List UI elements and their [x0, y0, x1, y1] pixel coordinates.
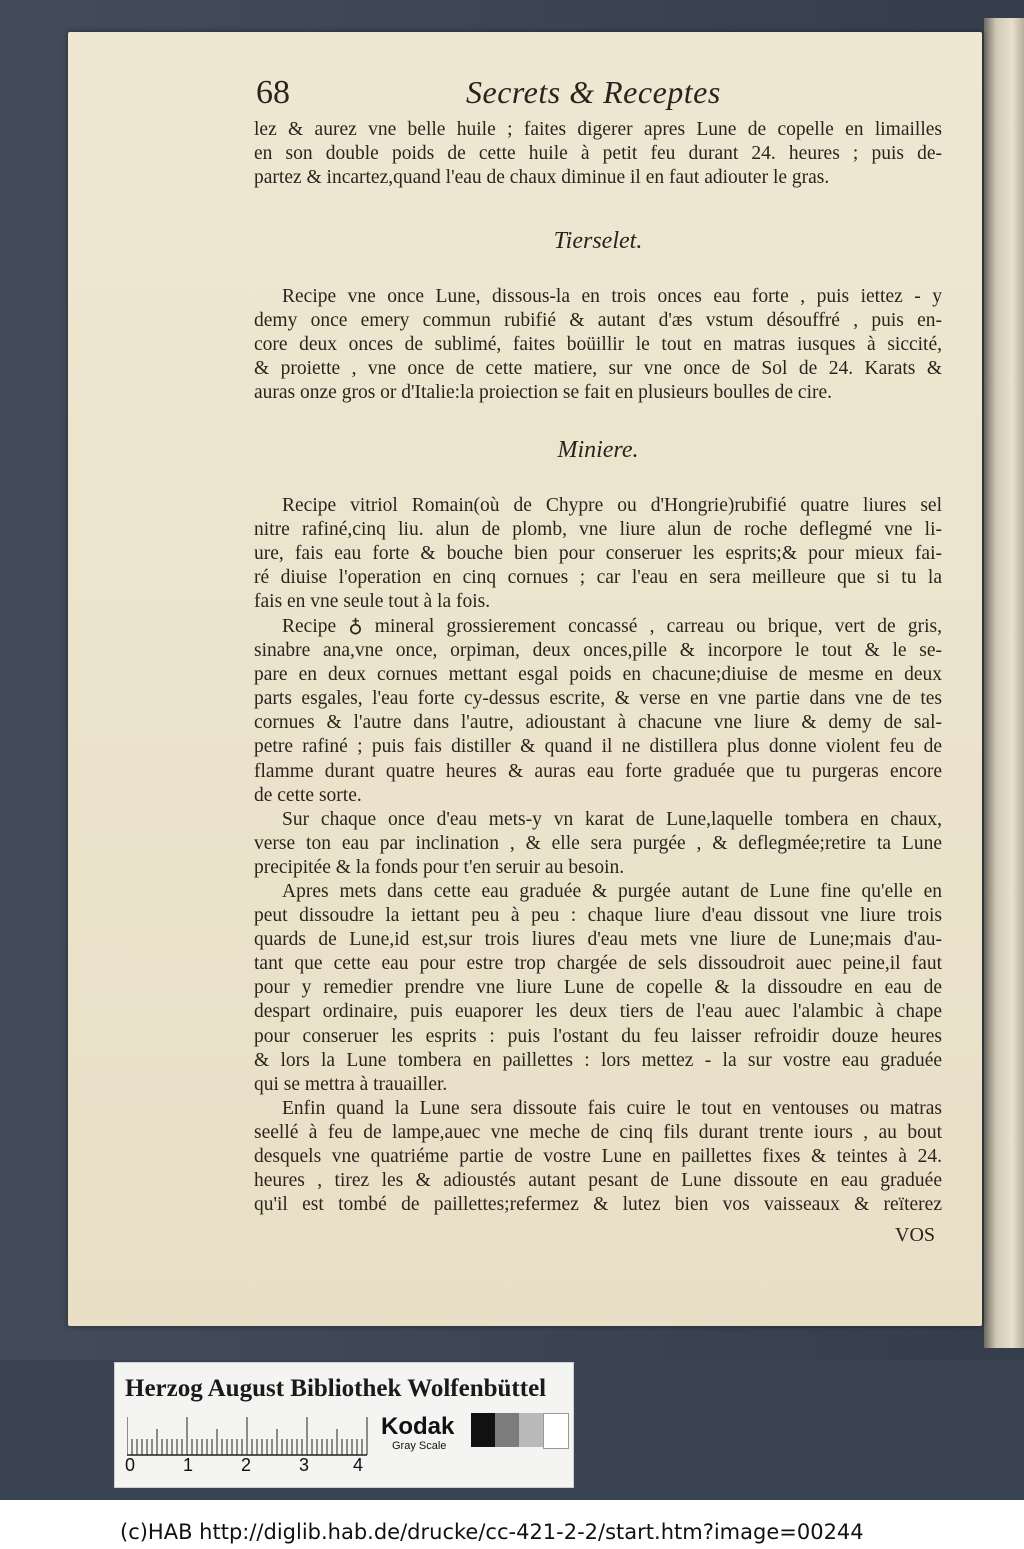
gray-scale-label: Gray Scale: [392, 1440, 447, 1452]
text-line: & lors la Lune tombera en paillettes : lors mettez - la sur vostre eau graduée: [254, 1049, 942, 1071]
text-line: quards de Lune,id est,sur trois liures d'eau mets vne liure de Lune;mais d'au-: [254, 929, 942, 951]
text-line: tant que cette eau pour estre trop chargée de sels dissoudroit auec peine,il faut: [254, 953, 942, 975]
text-line: Recipe vne once Lune, dissous-la en trois onces eau forte , puis iettez - y: [282, 286, 942, 307]
ruler-label: 0: [125, 1455, 136, 1475]
text-line: flamme durant quatre heures & auras eau forte graduée que tu purgeras encore: [254, 760, 942, 782]
text-line: precipitée & la fonds pour t'en seruir au besoin.: [254, 857, 625, 879]
text-line: partez & incartez,quand l'eau de chaux diminue il en faut adiouter le gras.: [254, 167, 830, 189]
running-head: Secrets & Receptes: [466, 74, 721, 110]
paragraph-miniere-2: [254, 615, 942, 808]
catchword: VOS: [895, 1224, 936, 1246]
book-spine: [984, 18, 1024, 1348]
text-line: Sur chaque once d'eau mets-y vn karat de Lune,laquelle tombera en chaux,: [282, 809, 942, 830]
gray-patch-white: [543, 1413, 569, 1449]
page-header: [254, 74, 942, 118]
ruler-label: 2: [241, 1455, 252, 1475]
text-line: qui se mettra à trauailler.: [254, 1073, 448, 1095]
text-line: ure, fais eau forte & bouche bien pour conseruer les esprits;& pour mieux fai-: [254, 543, 942, 565]
gray-patch-black: [471, 1413, 495, 1447]
text-line: de cette sorte.: [254, 784, 362, 806]
text-line: pour y remedier prendre vne liure Lune de copelle & la dissoudre en eau de: [254, 977, 942, 999]
gray-patch-mid: [495, 1413, 519, 1447]
paragraph-miniere-1: [254, 494, 942, 614]
paragraph-tierselet: [254, 285, 942, 405]
library-name: Herzog August Bibliothek Wolfenbüttel: [125, 1375, 547, 1402]
text-line: seellé à feu de lampe,auec vne meche de cinq fils durant trente iours , au bout: [254, 1122, 942, 1144]
text-line: nitre rafiné,cinq liu. alun de plomb, vne liure alun de roche deflegmé vne li-: [254, 519, 942, 541]
section-title-miniere: Miniere.: [557, 437, 639, 463]
text-line: fais en vne seule tout à la fois.: [254, 591, 491, 613]
text-line: sinabre ana,vne once, orpiman, deux onces,pille & incorpore le tout & le se-: [254, 640, 942, 662]
text-line: Recipe vitriol Romain(où de Chypre ou d'Hongrie)rubifié quatre liures sel: [282, 495, 942, 516]
intro-paragraph: [254, 118, 942, 190]
gray-patch-light: [519, 1413, 543, 1447]
text-line: Enfin quand la Lune sera dissoute fais cuire le tout en ventouses ou matras: [282, 1098, 942, 1119]
ruler-ticks: [127, 1417, 367, 1455]
text-line: cornues & l'autre dans l'autre, adioustant à chacune vne liure & demy de sal-: [254, 712, 942, 734]
text-line: peut dissoudre la iettant peu à peu : chaque liure d'eau dissout vne liure trois: [254, 905, 942, 927]
text-line: qu'il est tombé de paillettes;refermez & lutez bien vos vaisseaux & reïterez: [254, 1194, 942, 1216]
text-line: parts esgales, l'eau forte cy-dessus escrite, & verse en vne partie dans vne de tes: [254, 688, 942, 710]
credit-url: (c)HAB http://diglib.hab.de/drucke/cc-421-2-2/start.htm?image=00244: [120, 1520, 864, 1544]
text-line: desquels vne quatriéme partie de vostre Lune en paillettes fixes & teintes à 24.: [254, 1146, 942, 1168]
text-line: en son double poids de cette huile à petit feu durant 24. heures ; puis de-: [254, 143, 942, 165]
paragraph-miniere-4: [254, 880, 942, 1097]
text-line: lez & aurez vne belle huile ; faites digerer apres Lune de copelle en limailles: [254, 119, 942, 140]
text-line: pare en deux cornues mettant esgal poids en chacune;diuise de mesme en deux: [254, 664, 942, 686]
paragraph-miniere-5: [254, 1097, 942, 1217]
text-line: Recipe ♁ mineral grossierement concassé , carreau ou brique, vert de gris,: [282, 616, 942, 637]
ruler-label: 4: [353, 1455, 364, 1475]
paragraph-miniere-3: [254, 808, 942, 880]
text-line: core deux onces de sublimé, faites boüillir le tout en matras iusques à siccité,: [254, 334, 942, 356]
ruler: [127, 1415, 375, 1459]
ruler-label: 3: [299, 1455, 310, 1475]
text-line: pour conseruer les esprits : puis l'ostant du feu laisser refroidir douze heures: [254, 1025, 942, 1047]
color-scale-target: [114, 1362, 574, 1488]
text-line: despart ordinaire, puis euaporer les deux tiers de l'eau auec l'alambic à chape: [254, 1001, 942, 1023]
text-line: auras onze gros or d'Italie:la proiection se fait en plusieurs boulles de cire.: [254, 382, 833, 404]
text-line: & proiette , vne once de cette matiere, sur vne once de Sol de 24. Karats &: [254, 358, 942, 380]
text-line: Apres mets dans cette eau graduée & purgée autant de Lune fine qu'elle en: [282, 881, 942, 902]
section-title-tierselet: Tierselet.: [553, 228, 643, 254]
text-line: ré diuise l'operation en cinq cornues ; car l'eau en sera meilleure que si tu la: [254, 567, 942, 589]
text-line: demy once emery commun rubifié & autant d'æs vstum désouffré , puis en-: [254, 310, 942, 332]
ruler-label: 1: [183, 1455, 194, 1475]
page-number: 68: [256, 74, 290, 111]
text-line: petre rafiné ; puis fais distiller & quand il ne distillera plus donne violent feu de: [254, 736, 942, 758]
text-line: verse ton eau par inclination , & elle sera purgée , & deflegmée;retire ta Lune: [254, 833, 942, 855]
text-line: heures , tirez les & adioustés autant pesant de Lune dissoute en eau graduée: [254, 1170, 942, 1192]
kodak-logo: Kodak: [381, 1413, 455, 1440]
